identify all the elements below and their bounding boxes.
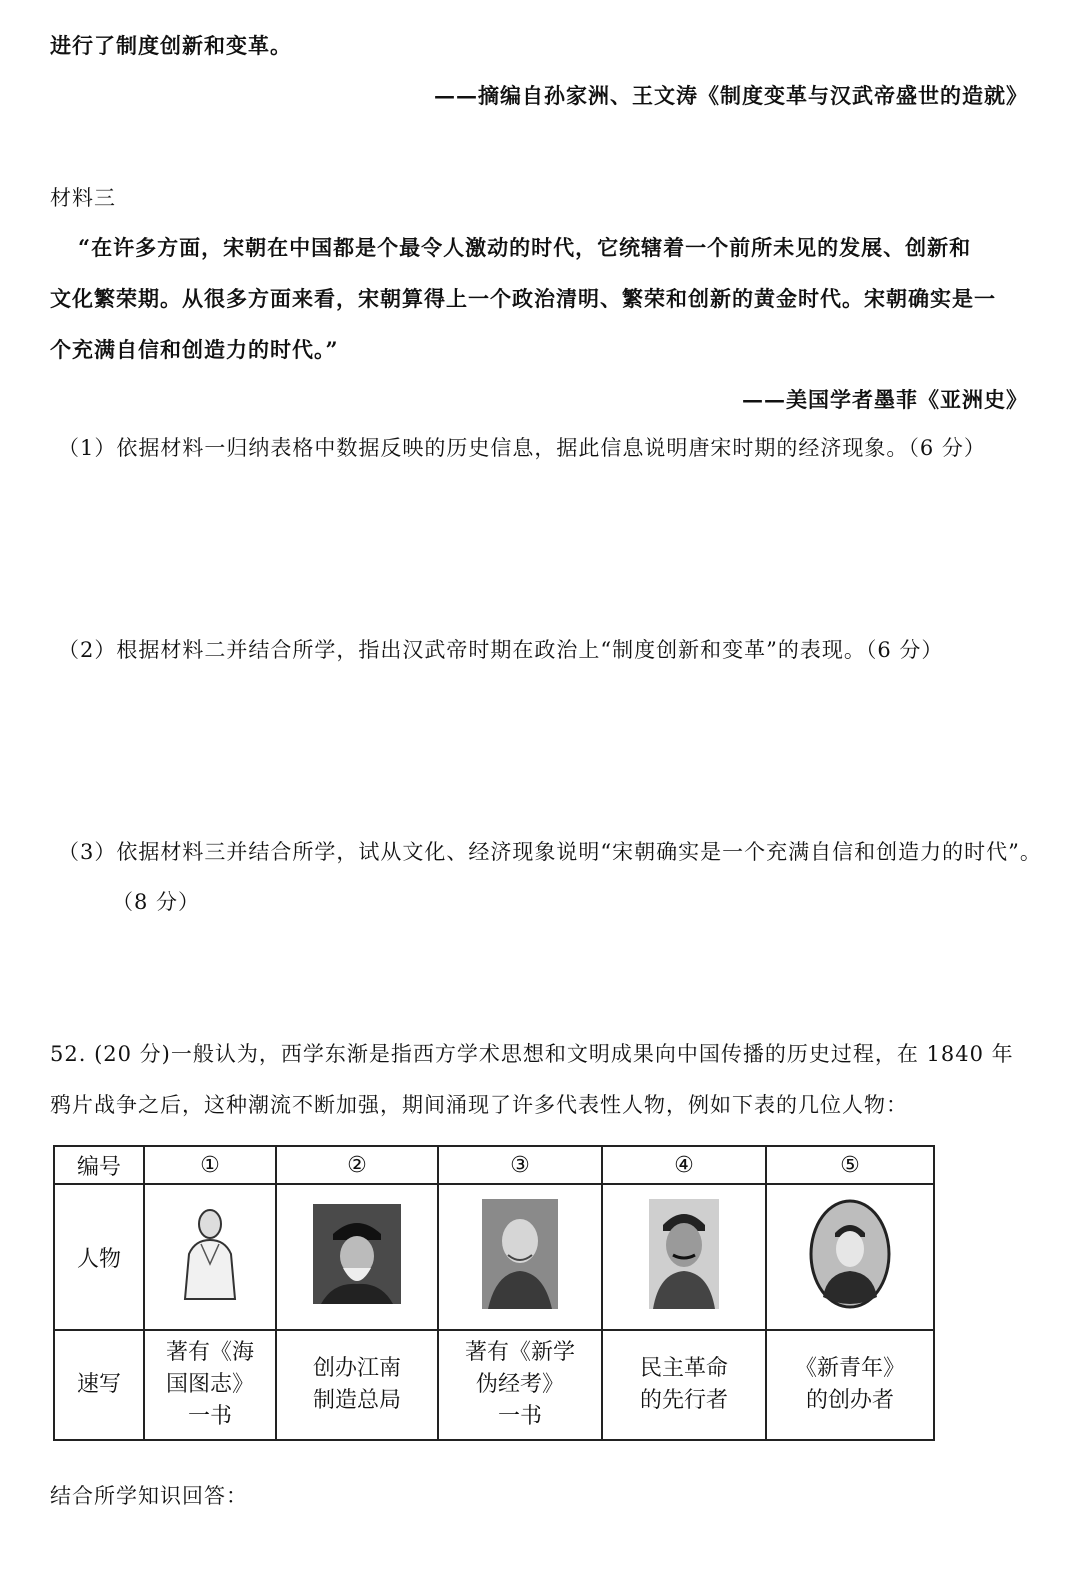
header-label: 编号 [54, 1146, 144, 1184]
description-4: 民主革命 的先行者 [602, 1330, 766, 1440]
description-3: 著有《新学 伪经考》 一书 [438, 1330, 602, 1440]
material3-line-1: “在许多方面，宋朝在中国都是个最令人激动的时代，它统辖着一个前所未见的发展、创新和 [78, 235, 972, 260]
people-table [53, 1145, 935, 1441]
person-1-portrait [175, 1204, 245, 1304]
question-2: （2）根据材料二并结合所学，指出汉武帝时期在政治上“制度创新和变革”的表现。（6 分） [58, 638, 944, 662]
person-4-cell [602, 1184, 766, 1330]
description-2: 创办江南 制造总局 [276, 1330, 438, 1440]
description-row-label: 速写 [54, 1330, 144, 1440]
column-number-3: ③ [438, 1146, 602, 1184]
material3-line-2: 文化繁荣期。从很多方面来看，宋朝算得上一个政治清明、繁荣和创新的黄金时代。宋朝确实是一 [50, 286, 996, 311]
person-3-cell [438, 1184, 602, 1330]
column-number-1: ① [144, 1146, 276, 1184]
citation-material3: ——美国学者墨菲《亚洲史》 [742, 387, 1028, 412]
person-2-portrait [313, 1204, 401, 1304]
material3-heading: 材料三 [50, 186, 116, 210]
question-3-score: （8 分） [112, 890, 201, 914]
question-3: （3）依据材料三并结合所学，试从文化、经济现象说明“宋朝确实是一个充满自信和创造力的时代”。 [58, 840, 1042, 864]
footer-prompt: 结合所学知识回答： [50, 1484, 248, 1508]
question-52-line-2: 鸦片战争之后，这种潮流不断加强，期间涌现了许多代表性人物，例如下表的几位人物： [50, 1093, 908, 1117]
column-number-4: ④ [602, 1146, 766, 1184]
material3-line-3: 个充满自信和创造力的时代。” [50, 337, 339, 362]
person-5-cell [766, 1184, 934, 1330]
description-1: 著有《海 国图志》 一书 [144, 1330, 276, 1440]
column-number-5: ⑤ [766, 1146, 934, 1184]
column-number-2: ② [276, 1146, 438, 1184]
person-5-portrait [809, 1199, 891, 1309]
citation-material2: ——摘编自孙家洲、王文涛《制度变革与汉武帝盛世的造就》 [434, 83, 1028, 108]
person-row-label: 人物 [54, 1184, 144, 1330]
person-4-portrait [649, 1199, 719, 1309]
top-line: 进行了制度创新和变革。 [50, 33, 292, 58]
person-3-portrait [482, 1199, 558, 1309]
description-5: 《新青年》 的创办者 [766, 1330, 934, 1440]
question-52-line-1: 52. (20 分)一般认为，西学东渐是指西方学术思想和文明成果向中国传播的历史过程，在 1840 年 [50, 1042, 1014, 1066]
person-2-cell [276, 1184, 438, 1330]
question-1: （1）依据材料一归纳表格中数据反映的历史信息，据此信息说明唐宋时期的经济现象。（6 分） [58, 436, 986, 460]
person-1-cell [144, 1184, 276, 1330]
